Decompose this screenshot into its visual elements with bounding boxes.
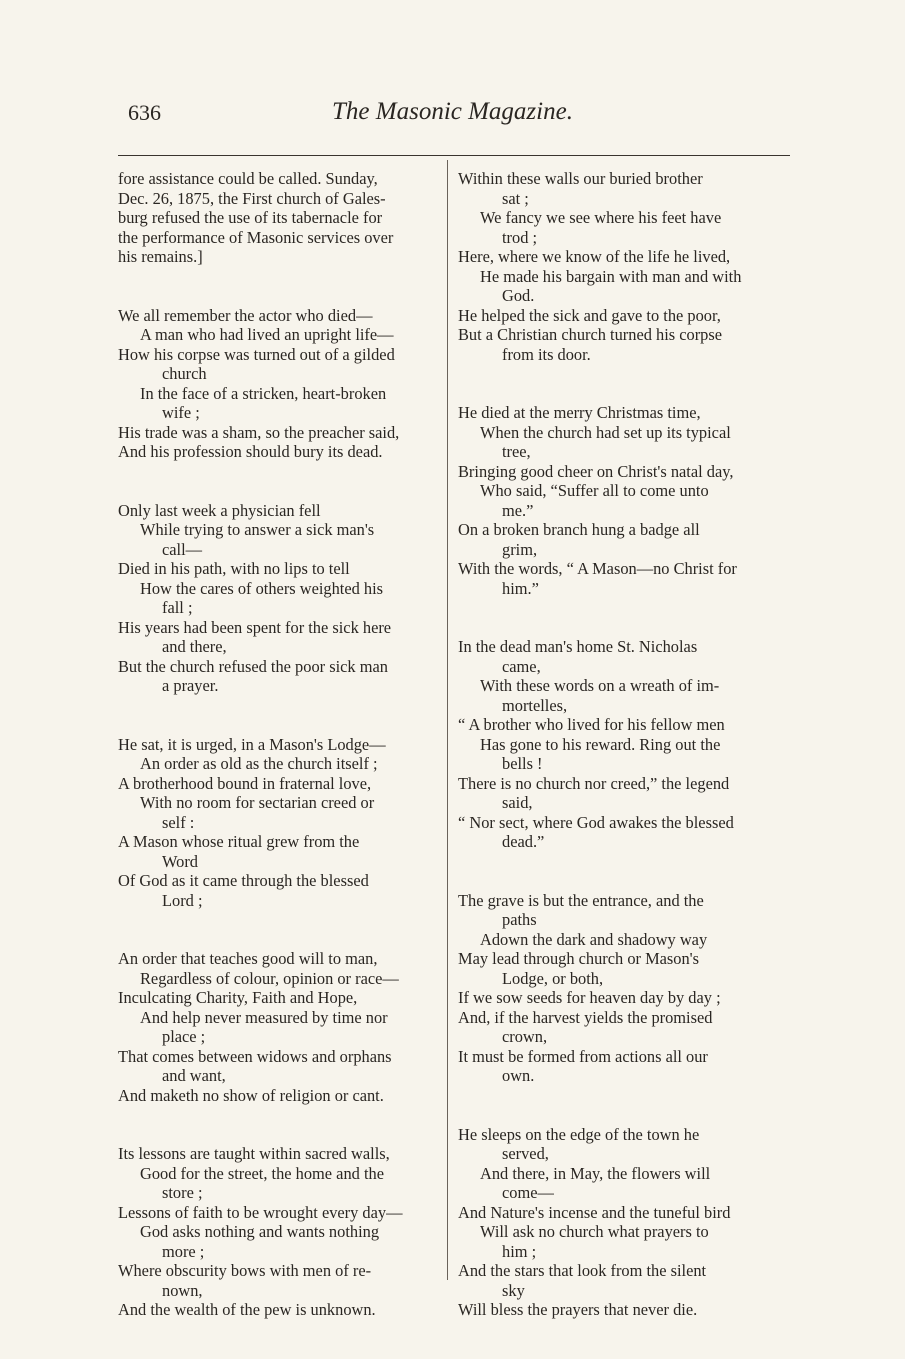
verse-line: crown, (502, 1027, 548, 1046)
verse-line: and want, (162, 1066, 226, 1085)
verse-line: “ Nor sect, where God awakes the blessed (458, 812, 734, 832)
column-divider (447, 160, 448, 1280)
verse-line: dead.” (502, 832, 545, 851)
verse-line: May lead through church or Mason's (458, 949, 700, 968)
verse-line: In the face of a stricken, heart-broken (140, 383, 387, 403)
verse-line: him ; (502, 1241, 537, 1261)
verse-line: Only last week a physician fell (118, 500, 321, 520)
verse-line: wife ; (162, 403, 200, 422)
page-number: 636 (128, 100, 161, 125)
verse-line: said, (502, 793, 533, 812)
verse-line: There is no church nor creed,” the legend (458, 773, 730, 793)
verse-line: “ A brother who lived for his fellow men (458, 715, 725, 734)
verse-line: A man who had lived an upright life— (140, 325, 394, 344)
verse-line: own. (502, 1066, 535, 1085)
verse-line: On a broken branch hung a badge all (458, 520, 700, 539)
verse-line: With the words, “ A Mason—no Christ for (458, 559, 737, 578)
verse-line: His years had been spent for the sick here (118, 617, 392, 637)
verse-line: Inculcating Charity, Faith and Hope, (118, 988, 358, 1007)
verse-line: Good for the street, the home and the (140, 1163, 384, 1183)
verse-line: While trying to answer a sick man's (140, 520, 375, 539)
verse-line: The grave is but the entrance, and the (458, 890, 704, 910)
stanza-nicholas (458, 637, 788, 852)
verse-line: him.” (502, 578, 539, 598)
verse-line: In the dead man's home St. Nicholas (458, 637, 698, 656)
verse-line: bells ! (502, 754, 543, 773)
verse-line: sky (502, 1280, 525, 1300)
verse-line: Adown the dark and shadowy way (480, 929, 708, 949)
verse-line: nown, (162, 1280, 203, 1300)
prose-line: fore assistance could be called. Sunday, (118, 169, 378, 188)
verse-line: from its door. (502, 344, 591, 364)
prose-line: the performance of Masonic services over (118, 227, 394, 247)
verse-line: And, if the harvest yields the promised (458, 1007, 713, 1027)
verse-line: If we sow seeds for heaven day by day ; (458, 988, 721, 1007)
verse-line: He sleeps on the edge of the town he (458, 1124, 700, 1144)
stanza-grave (458, 891, 788, 1086)
verse-line: But the church refused the poor sick man (118, 656, 388, 676)
verse-line: sat ; (502, 188, 529, 208)
header-rule (118, 155, 790, 156)
stanza-actor (118, 306, 440, 462)
stanza-physician (118, 501, 440, 696)
verse-line: Its lessons are taught within sacred walls, (118, 1144, 390, 1163)
verse-line: Here, where we know of the life he lived, (458, 247, 731, 266)
verse-line: But a Christian church turned his corpse (458, 325, 723, 344)
verse-line: A brotherhood bound in fraternal love, (118, 773, 372, 793)
verse-line: How his corpse was turned out of a gilded (118, 344, 395, 364)
verse-line: grim, (502, 539, 538, 559)
verse-line: church (162, 364, 207, 383)
verse-line: And help never measured by time nor (140, 1007, 388, 1027)
verse-line: God asks nothing and wants nothing (140, 1222, 380, 1241)
verse-line: And there, in May, the flowers will (480, 1163, 711, 1183)
verse-line: Lord ; (162, 890, 203, 910)
verse-line: He sat, it is urged, in a Mason's Lodge— (118, 734, 386, 754)
verse-line: Who said, “Suffer all to come unto (480, 481, 709, 500)
verse-line: mortelles, (502, 695, 568, 715)
stanza-lodge (118, 735, 440, 911)
verse-line: served, (502, 1144, 549, 1163)
prose-line: his remains.] (118, 247, 203, 266)
intro-prose (118, 169, 440, 267)
prose-line: burg refused the use of its tabernacle for (118, 208, 383, 227)
verse-line: come— (502, 1183, 554, 1202)
verse-line: and there, (162, 637, 227, 656)
verse-line: came, (502, 656, 541, 676)
left-column (118, 169, 440, 1359)
stanza-order (118, 949, 440, 1105)
stanza-sleeps (458, 1125, 788, 1320)
verse-line: store ; (162, 1183, 203, 1202)
verse-line: Will ask no church what prayers to (480, 1222, 709, 1241)
verse-line: tree, (502, 442, 531, 461)
verse-line: Within these walls our buried brother (458, 169, 703, 188)
verse-line: An order that teaches good will to man, (118, 949, 378, 968)
verse-line: And maketh no show of religion or cant. (118, 1085, 384, 1105)
verse-line: And Nature's incense and the tuneful bird (458, 1202, 731, 1222)
verse-line: self : (162, 812, 195, 832)
verse-line: He died at the merry Christmas time, (458, 403, 701, 422)
verse-line: God. (502, 286, 535, 305)
verse-line: A Mason whose ritual grew from the (118, 832, 360, 851)
verse-line: When the church had set up its typical (480, 422, 731, 442)
stanza-walls (458, 169, 788, 364)
verse-line: me.” (502, 500, 534, 520)
verse-line: more ; (162, 1241, 205, 1261)
verse-line: How the cares of others weighted his (140, 578, 384, 598)
verse-line: And his profession should bury its dead. (118, 442, 383, 461)
verse-line: paths (502, 910, 537, 929)
page-header (0, 96, 905, 136)
verse-line: With no room for sectarian creed or (140, 793, 375, 812)
verse-line: trod ; (502, 227, 538, 247)
verse-line: Of God as it came through the blessed (118, 871, 369, 890)
stanza-christmas (458, 403, 788, 598)
verse-line: Lodge, or both, (502, 968, 604, 988)
verse-line: Will bless the prayers that never die. (458, 1300, 698, 1319)
verse-line: fall ; (162, 598, 193, 617)
running-title: The Masonic Magazine. (332, 98, 573, 125)
verse-line: An order as old as the church itself ; (140, 754, 378, 773)
verse-line: Word (162, 851, 199, 871)
verse-line: And the wealth of the pew is unknown. (118, 1300, 376, 1319)
verse-line: Died in his path, with no lips to tell (118, 559, 350, 578)
verse-line: We all remember the actor who died— (118, 305, 373, 325)
verse-line: Lessons of faith to be wrought every day— (118, 1202, 403, 1222)
right-column (458, 169, 788, 1359)
verse-line: a prayer. (162, 676, 219, 695)
prose-line: Dec. 26, 1875, the First church of Gales- (118, 188, 386, 208)
verse-line: We fancy we see where his feet have (480, 208, 722, 227)
verse-line: Where obscurity bows with men of re- (118, 1261, 372, 1280)
verse-line: He made his bargain with man and with (480, 266, 742, 286)
verse-line: Has gone to his reward. Ring out the (480, 734, 721, 754)
verse-line: He helped the sick and gave to the poor, (458, 305, 721, 325)
verse-line: call— (162, 539, 203, 559)
stanza-lessons (118, 1144, 440, 1320)
verse-line: That comes between widows and orphans (118, 1046, 392, 1066)
verse-line: It must be formed from actions all our (458, 1046, 708, 1066)
verse-line: Regardless of colour, opinion or race— (140, 968, 399, 988)
verse-line: With these words on a wreath of im- (480, 676, 720, 695)
verse-line: place ; (162, 1027, 206, 1046)
verse-line: And the stars that look from the silent (458, 1261, 707, 1280)
verse-line: His trade was a sham, so the preacher said, (118, 422, 400, 442)
verse-line: Bringing good cheer on Christ's natal day, (458, 461, 734, 481)
